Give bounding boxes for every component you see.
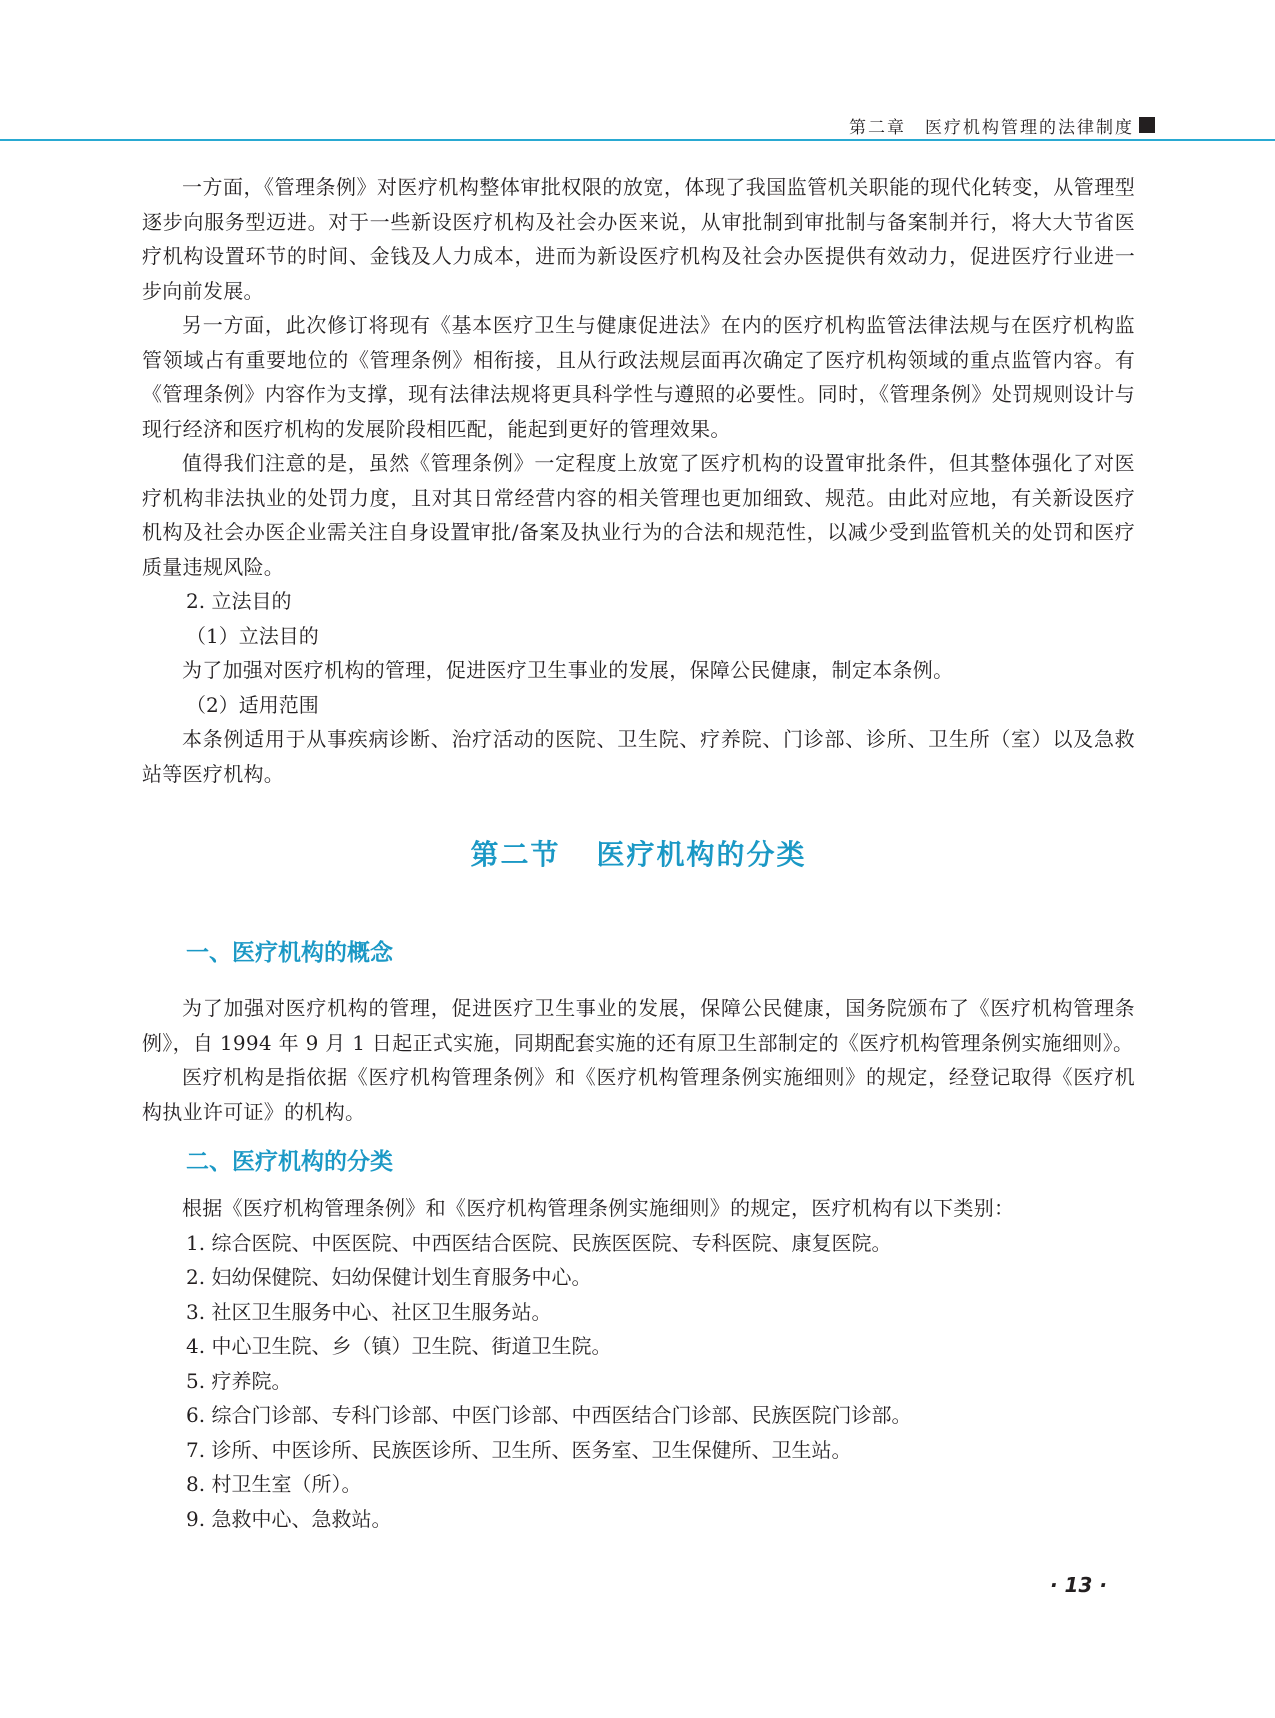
concept-paragraph: 为了加强对医疗机构的管理，促进医疗卫生事业的发展，保障公民健康，国务院颁布了《医疗机构管理条例》，自 1994 年 9 月 1 日起正式实施，同期配套实施的还有原卫生部制定的《医疗机构管理条例实施细则》。 xyxy=(142,996,1135,1055)
classification-intro: 根据《医疗机构管理条例》和《医疗机构管理条例实施细则》的规定，医疗机构有以下类别： xyxy=(182,1196,1015,1220)
purpose-heading: 2. 立法目的 xyxy=(186,589,292,613)
paragraph: 另一方面，此次修订将现有《基本医疗卫生与健康促进法》在内的医疗机构监管法律法规与在医疗机构监管领域占有重要地位的《管理条例》相衔接，且从行政法规层面再次确定了医疗机构领域的重点监管内容。有《管理条例》内容作为支撑，现有法律法规将更具科学性与遵照的必要性。同时，《管理条例》处罚规则设计与现行经济和医疗机构的发展阶段相匹配，能起到更好的管理效果。 xyxy=(142,313,1135,441)
section-title xyxy=(142,833,1135,873)
list-item: 6. 综合门诊部、专科门诊部、中医门诊部、中西医结合门诊部、民族医院门诊部。 xyxy=(186,1403,912,1427)
list-item: 2. 妇幼保健院、妇幼保健计划生育服务中心。 xyxy=(186,1265,592,1289)
list-item: 3. 社区卫生服务中心、社区卫生服务站。 xyxy=(186,1299,552,1324)
classification-title: 二、医疗机构的分类 xyxy=(186,1149,393,1175)
running-head: 第二章 医疗机构管理的法律制度 xyxy=(849,118,1134,138)
list-item: 5. 疗养院。 xyxy=(186,1368,292,1393)
square-marker-icon xyxy=(1139,117,1155,133)
page-header xyxy=(0,0,1275,142)
list-item: 8. 村卫生室（所）。 xyxy=(186,1472,362,1496)
section-number: 第二节 xyxy=(470,838,561,871)
purpose-text: 为了加强对医疗机构的管理，促进医疗卫生事业的发展，保障公民健康，制定本条例。 xyxy=(182,658,954,682)
list-item: 4. 中心卫生院、乡（镇）卫生院、街道卫生院。 xyxy=(186,1334,612,1358)
scope-subheading: （2）适用范围 xyxy=(186,692,319,717)
scope-text: 本条例适用于从事疾病诊断、治疗活动的医院、卫生院、疗养院、门诊部、诊所、卫生所（室）以及急救站等医疗机构。 xyxy=(142,727,1135,786)
page-number: · 13 · xyxy=(1050,1573,1107,1597)
list-item: 7. 诊所、中医诊所、民族医诊所、卫生所、医务室、卫生保健所、卫生站。 xyxy=(186,1437,852,1462)
paragraph: 值得我们注意的是，虽然《管理条例》一定程度上放宽了医疗机构的设置审批条件，但其整体强化了对医疗机构非法执业的处罚力度，且对其日常经营内容的相关管理也更加细致、规范。由此对应地，有关新设医疗机构及社会办医企业需关注自身设置审批/备案及执业行为的合法和规范性，以减少受到监管机关的处罚和医疗质量违规风险。 xyxy=(142,451,1135,579)
list-item: 1. 综合医院、中医医院、中西医结合医院、民族医医院、专科医院、康复医院。 xyxy=(186,1230,892,1255)
header-rule xyxy=(0,139,1275,141)
concept-title: 一、医疗机构的概念 xyxy=(186,940,393,966)
purpose-subheading: （1）立法目的 xyxy=(186,623,319,648)
list-item: 9. 急救中心、急救站。 xyxy=(186,1506,392,1531)
section-name: 医疗机构的分类 xyxy=(596,838,807,871)
paragraph: 一方面，《管理条例》对医疗机构整体审批权限的放宽，体现了我国监管机关职能的现代化转变，从管理型逐步向服务型迈进。对于一些新设医疗机构及社会办医来说，从审批制到审批制与备案制并行，将大大节省医疗机构设置环节的时间、金钱及人力成本，进而为新设医疗机构及社会办医提供有效动力，促进医疗行业进一步向前发展。 xyxy=(142,175,1135,303)
concept-paragraph: 医疗机构是指依据《医疗机构管理条例》和《医疗机构管理条例实施细则》的规定，经登记取得《医疗机构执业许可证》的机构。 xyxy=(142,1065,1135,1124)
page-body xyxy=(142,170,1135,1536)
